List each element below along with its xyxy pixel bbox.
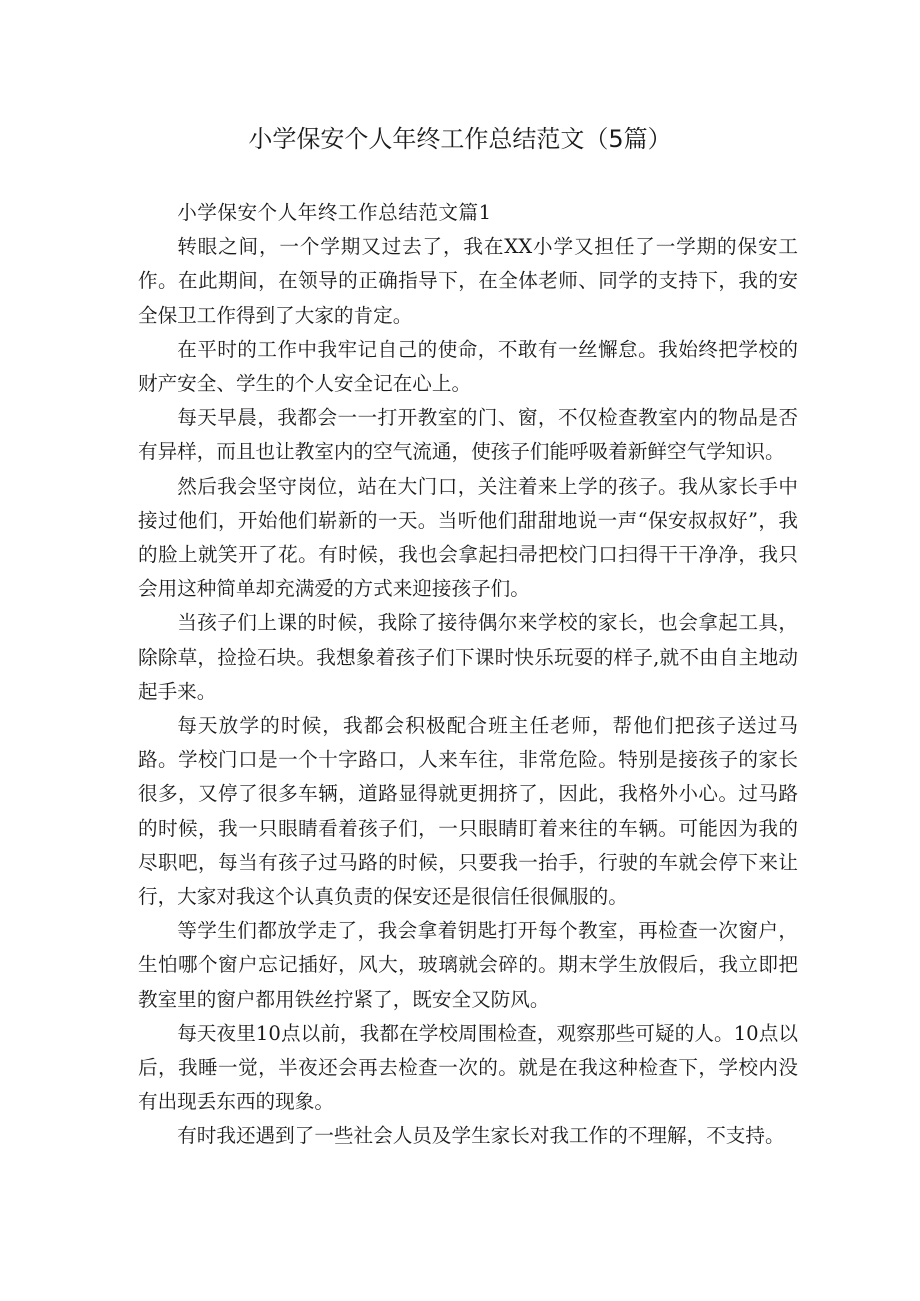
document-title: 小学保安个人年终工作总结范文（5篇） bbox=[248, 125, 672, 153]
paragraph: 每天早晨，我都会一一打开教室的门、窗，不仅检查教室内的物品是否有异样，而且也让教室内的空气流通，使孩子们能呼吸着新鲜空气学知识。 bbox=[138, 406, 798, 464]
paragraph: 在平时的工作中我牢记自己的使命，不敢有一丝懈怠。我始终把学校的财产安全、学生的个人安全记在心上。 bbox=[138, 337, 798, 396]
section-heading: 小学保安个人年终工作总结范文篇1 bbox=[177, 201, 492, 224]
paragraph: 每天夜里10点以前，我都在学校周围检查，观察那些可疑的人。10点以后，我睡一觉，半夜还会再去检查一次的。就是在我这种检查下，学校内没有出现丢东西的现象。 bbox=[138, 1021, 798, 1114]
paragraph: 当孩子们上课的时候，我除了接待偶尔来学校的家长，也会拿起工具，除除草，捡捡石块。我想象着孩子们下课时快乐玩耍的样子,就不由自主地动起手来。 bbox=[138, 611, 798, 703]
document-body bbox=[138, 196, 798, 1154]
paragraph: 每天放学的时候，我都会积极配合班主任老师，帮他们把孩子送过马路。学校门口是一个十字路口，人来车往，非常危险。特别是接孩子的家长很多，又停了很多车辆，道路显得就更拥挤了，因此，我格外小心。过马路的时候，我一只眼睛看着孩子们，一只眼睛盯着来往的车辆。可能因为我的尽职吧，每当有孩子过马路的时候，只要我一抬手，行驶的车就会停下来让行，大家对我这个认真负责的保安还是很信任很佩服的。 bbox=[138, 714, 798, 909]
paragraph: 然后我会坚守岗位，站在大门口，关注着来上学的孩子。我从家长手中接过他们，开始他们崭新的一天。当听他们甜甜地说一声“保安叔叔好”，我的脸上就笑开了花。有时候，我也会拿起扫帚把校门口扫得干干净净，我只会用这种简单却充满爱的方式来迎接孩子们。 bbox=[138, 474, 798, 601]
paragraph: 有时我还遇到了一些社会人员及学生家长对我工作的不理解，不支持。 bbox=[177, 1124, 785, 1148]
paragraph: 转眼之间，一个学期又过去了，我在XX小学又担任了一学期的保安工作。在此期间，在领导的正确指导下，在全体老师、同学的支持下，我的安全保卫工作得到了大家的肯定。 bbox=[138, 235, 798, 327]
paragraph: 等学生们都放学走了，我会拿着钥匙打开每个教室，再检查一次窗户，生怕哪个窗户忘记插好，风大，玻璃就会碎的。期末学生放假后，我立即把教室里的窗户都用铁丝拧紧了，既安全又防风。 bbox=[138, 919, 798, 1011]
